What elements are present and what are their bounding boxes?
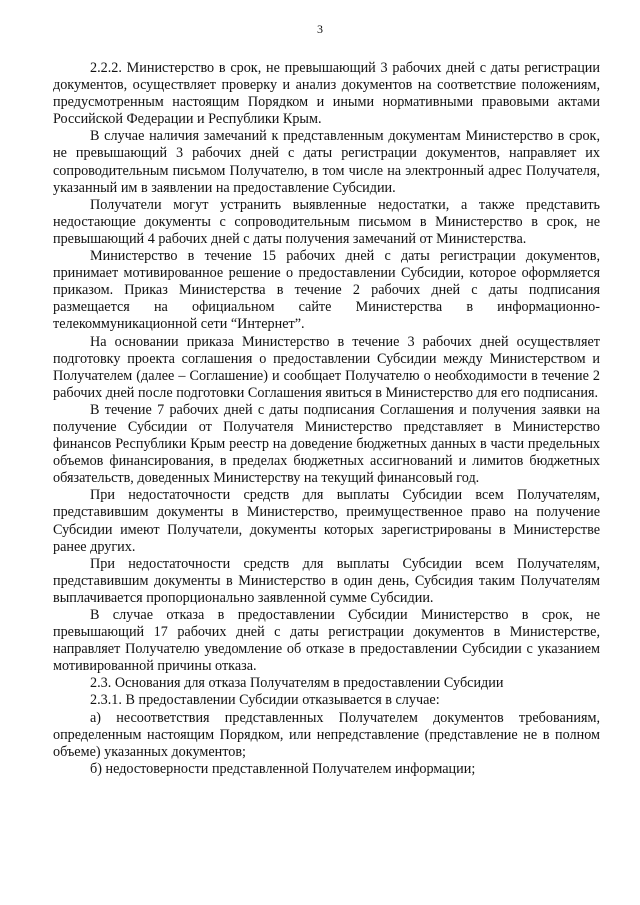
page-number: 3 [317,22,323,36]
paragraph-proportional: При недостаточности средств для выплаты Субсидии всем Получателям, представившим документы в Министерство в один день, Субсидия таким Получателям выплачивается пропорционально заявленной сумме Субсидии. [53,555,600,606]
paragraph-2-2-2: 2.2.2. Министерство в срок, не превышающий 3 рабочих дней с даты регистрации документов, осуществляет проверку и анализ документов на соответствие положениям, предусмотренным настоящим Порядком и иными нормативными правовыми актами Российской Федерации и Республики Крым. [53,60,600,128]
paragraph-fix-deficiencies: Получатели могут устранить выявленные недостатки, а также представить недостающие документы с сопроводительным письмом в Министерство в срок, не превышающий 4 рабочих дней с даты получения замечаний от Министерства. [53,196,600,247]
paragraph-2-3-heading: 2.3. Основания для отказа Получателям в предоставлении Субсидии [90,675,504,692]
paragraph-agreement: На основании приказа Министерство в течение 3 рабочих дней осуществляет подготовку проекта соглашения о предоставлении Субсидии между Министерством и Получателем (далее – Соглашение) и сообщает Получателю о необходимости в течение 2 рабочих дней после подготовки Соглашения явиться в Министерство для его подписания. [53,333,600,401]
paragraph-remarks: В случае наличия замечаний к представленным документам Министерство в срок, не превышающий 3 рабочих дней с даты регистрации документов, направляет их сопроводительным письмом Получателю, в том числе на электронный адрес Получателя, указанный им в заявлении на предоставление Субсидии. [53,128,600,196]
paragraph-priority: При недостаточности средств для выплаты Субсидии всем Получателям, представившим документы в Министерство, преимущественное право на получение Субсидии имеют Получатели, документы которых зарегистрированы в Министерстве ранее других. [53,487,600,555]
list-item-a: а) несоответствия представленных Получателем документов требованиям, определенным настоящим Порядком, или непредставление (представление не в полном объеме) указанных документов; [53,709,600,760]
document-body [53,60,600,778]
list-item-b: б) недостоверности представленной Получателем информации; [90,760,476,777]
paragraph-decision: Министерство в течение 15 рабочих дней с даты регистрации документов, принимает мотивированное решение о предоставлении Субсидии, которое оформляется приказом. Приказ Министерства в течение 2 рабочих дней с даты подписания размещается на официальном сайте Министерства в информационно-телекоммуникационной сети “Интернет”. [53,248,600,333]
paragraph-refusal-notice: В случае отказа в предоставлении Субсидии Министерство в срок, не превышающий 17 рабочих дней с даты регистрации документов в Министерстве, направляет Получателю уведомление об отказе в предоставлении Субсидии с указанием мотивированной причины отказа. [53,607,600,675]
paragraph-registry: В течение 7 рабочих дней с даты подписания Соглашения и получения заявки на получение Субсидии от Получателя Министерство представляет в Министерство финансов Республики Крым реестр на доведение бюджетных данных в части предельных объемов финансирования, в пределах бюджетных ассигнований и лимитов бюджетных обязательств, доведенных Министерству на текущий финансовый год. [53,401,600,487]
paragraph-2-3-1: 2.3.1. В предоставлении Субсидии отказывается в случае: [90,692,440,709]
